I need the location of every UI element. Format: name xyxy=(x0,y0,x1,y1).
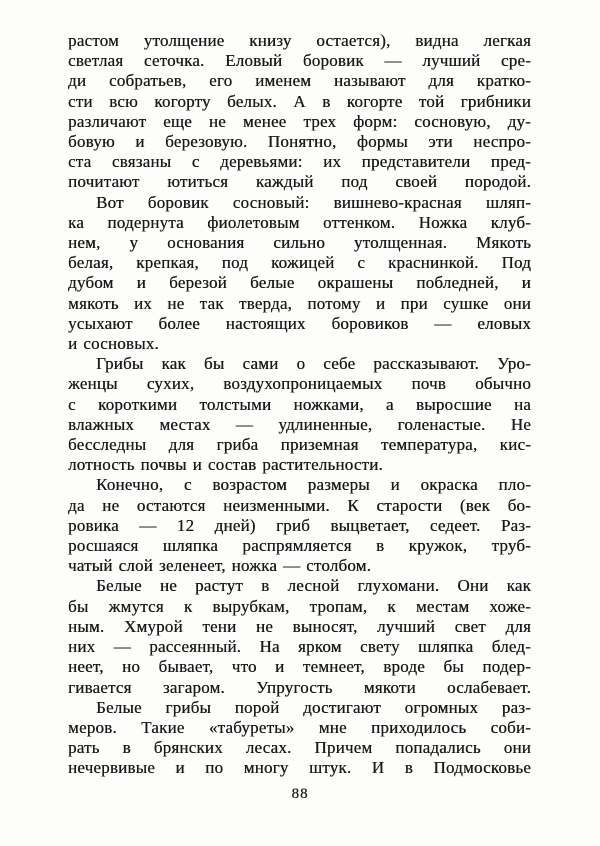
text-line: ста связаны с деревьями: их представители пред- xyxy=(68,152,531,172)
text-line: сти всю когорту белых. А в когорте той грибники xyxy=(68,91,531,111)
text-line: Белые не растут в лесной глухомани. Они как xyxy=(96,576,531,596)
text-line: Вот боровик сосновый: вишнево-красная шляп- xyxy=(96,192,531,212)
page-footer xyxy=(0,785,600,803)
text-line: рать в брянских лесах. Причем попадались они xyxy=(68,738,531,758)
text-line: них — рассеянный. На ярком свету шляпка блед- xyxy=(68,637,531,657)
text-line: меров. Такие «табуреты» мне приходилось соби- xyxy=(68,717,531,737)
text-line: влажных местах — удлиненные, голенастые. Не xyxy=(68,414,531,434)
text-line: дубом и березой белые окрашены побледней, и xyxy=(68,273,531,293)
text-line: Белые грибы порой достигают огромных раз- xyxy=(96,697,531,717)
text-line: различают еще не менее трех форм: сосновую, ду- xyxy=(68,111,531,131)
text-line: ным. Хмурой тени не выносят, лучший свет для xyxy=(68,616,531,636)
text-line: Грибы как бы сами о себе рассказывают. Уро- xyxy=(96,354,531,374)
text-line: бесследны для гриба приземная температура, кис- xyxy=(68,435,531,455)
text-line: почитают ютиться каждый под своей породой. xyxy=(68,172,531,192)
text-line: росшаяся шляпка распрямляется в кружок, труб- xyxy=(68,536,531,556)
text-line: бовую и березовую. Понятно, формы эти неспро- xyxy=(68,132,531,152)
text-line: усыхают более настоящих боровиков — еловых xyxy=(68,313,531,333)
text-line: лотность почвы и состав растительности. xyxy=(68,455,383,475)
text-line: гивается загаром. Упругость мякоти ослабевает. xyxy=(68,677,531,697)
text-line: ка подернута фиолетовым оттенком. Ножка клуб- xyxy=(68,212,531,232)
text-line: мякоть их не так тверда, потому и при сушке они xyxy=(68,293,531,313)
text-line: ровика — 12 дней) гриб выцветает, седеет. Раз- xyxy=(68,515,531,535)
text-line: светлая сеточка. Еловый боровик — лучший сре- xyxy=(68,51,531,71)
page-number: 88 xyxy=(291,786,309,802)
page-text-block xyxy=(68,31,531,779)
text-line: нем, у основания сильно утолщенная. Мякоть xyxy=(68,233,531,253)
text-line: белая, крепкая, под кожицей с краснинкой. Под xyxy=(68,253,531,273)
text-line: неет, но бывает, что и темнеет, вроде бы подер- xyxy=(68,657,531,677)
text-line: нечервивые и по многу штук. И в Подмосковье xyxy=(68,758,531,778)
text-line: чатый слой зеленеет, ножка — столбом. xyxy=(68,556,372,576)
text-line: с короткими толстыми ножками, а выросшие на xyxy=(68,394,531,414)
text-line: растом утолщение книзу остается), видна легкая xyxy=(68,31,531,50)
text-line: и сосновых. xyxy=(68,334,159,354)
text-line: да не остаются неизменными. К старости (век бо- xyxy=(68,495,531,515)
text-line: бы жмутся к вырубкам, тропам, к местам хоже- xyxy=(68,596,531,616)
text-line: женцы сухих, воздухопроницаемых почв обычно xyxy=(68,374,531,394)
text-line: Конечно, с возрастом размеры и окраска пло- xyxy=(96,475,531,495)
text-line: ди собратьев, его именем называют для кратко- xyxy=(68,71,531,91)
